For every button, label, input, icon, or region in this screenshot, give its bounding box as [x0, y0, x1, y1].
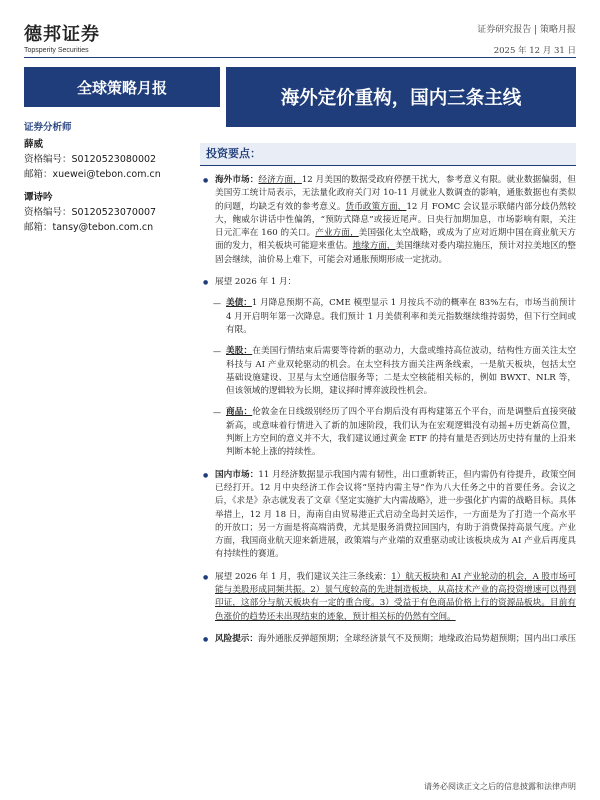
- us-treasury-paragraph: — 美债：1 月降息预期不高，CME 模型显示 1 月按兵不动的概率在 83%左右，市场当前预计 4 月开启明年第一次降息。我们预计 1 月美债利率和美元指数继续维持弱势，但下行空间或有限。: [200, 297, 576, 337]
- us-equity-paragraph: — 美股：在美国行情结束后需要等待新的驱动力，大盘或维持高位波动，结构性方面关注太空科技与 AI 产业双轮驱动的机会。在太空科技方面关注两条线索，一是航天板块，包括太空基础设施建设、卫星与太空通信服务等；二是太空核能相关标的，例如 BWXT、NLR 等，但该领域的逻辑较为长期，建议择时博弈波段性机会。: [200, 345, 576, 398]
- domestic-market-paragraph: ● 国内市场：11 月经济数据显示我国内需有韧性，出口重新转正，但内需仍有待提升，政策空间已经打开。12 月中央经济工作会议将“坚持内需主导”作为八大任务之中的首要任务。会议之后，《求是》杂志就发表了文章《坚定实施扩大内需战略》，进一步强化扩内需的战略目标。具体举措上，12 月 18 日，海南自由贸易港正式启动全岛封关运作，一方面是为了打造一个高水平的开放口；另一方面是将高端消费，尤其是服务消费拉回国内，有助于消费保持高景气度。产业方面，我国商业航天迎来新进展，政策端与产业端的双重驱动或让该板块成为 AI 产业后再度具有持续性的赛道。: [200, 469, 576, 562]
- header-divider: [24, 57, 576, 58]
- disclaimer-footer: 请务必阅读正文之后的信息披露和法律声明: [424, 782, 576, 791]
- risk-warning: ● 风险提示：海外通胀反弹超预期；全球经济景气不及预期；地缘政治局势超预期；国内出口承压: [200, 633, 576, 646]
- report-series-band: 全球策略月报: [24, 67, 220, 107]
- overseas-market-paragraph: ● 海外市场：经济方面，12 月美国的数据受政府停摆干扰大，参考意义有限。就业数据偏弱，但美国劳工统计局表示，无法量化政府关门对 10-11 月就业人数调查的影响，通胀数据也有类似的问题，均缺乏有效的参考意义。货币政策方面，12 月 FOMC 会议显示联储内部分歧仍然较大，鲍威尔讲话中性偏鸽，“预防式降息”或接近尾声。日央行加期加息，市场影响有限，关注日元汇率在 160 的关口。产业方面，美国强化太空战略，或成为了应对近期中国在商业航天方面的发力，相关板块可能迎来重估。地缘方面，美国继续对委内瑞拉施压，预计对拉美地区的整固会继续，油价易上难下，可能会对通胀预期形成一定扰动。: [200, 174, 576, 267]
- analyst-name: 谭诗吟: [24, 192, 53, 203]
- analyst-panel: [24, 120, 214, 235]
- analyst-email[interactable]: 邮箱：xuewei@tebon.com.cn: [24, 169, 161, 180]
- logo-en: Topsperity Securities: [24, 47, 89, 54]
- logo-cn: 德邦证券: [24, 24, 100, 45]
- commodities-paragraph: — 商品：伦敦金在日线级别经历了四个平台期后没有再构建第五个平台，而是调整后直接突破新高，或意味着行情进入了新的加速阶段，我们认为在宏观逻辑没有动摇+历史新高位置，判断上方空间的意义并不大，我们建议通过黄金 ETF 的持有量是否到达历史持有量的上沿来判断本轮上涨的持续性。: [200, 406, 576, 459]
- report-title: 海外定价重构，国内三条主线: [226, 67, 576, 127]
- analyst-name: 薛威: [24, 139, 44, 150]
- analyst-cert: 资格编号：S0120523080002: [24, 154, 157, 165]
- key-points-section: [200, 143, 576, 646]
- analyst-cert: 资格编号：S0120523070007: [24, 207, 157, 218]
- domestic-outlook-paragraph: ● 展望 2026 年 1 月，我们建议关注三条线索：1）航天板块和 AI 产业轮动的机会，A 股市场可能与美股形成同频共振。2）景气度较高的先进制造板块，从高技术产业的高投资增速可以得到印证，这部分与航天板块有一定的重合度。3）受益于有色商品价格上行的资源品板块。目前有色涨价的趋势还未出现结束的迹象，预计相关标的仍然有空间。: [200, 571, 576, 624]
- report-type: 证券研究报告 | 策略月报: [477, 25, 576, 35]
- company-logo: [24, 20, 100, 54]
- report-date: 2025 年 12 月 31 日: [493, 46, 576, 56]
- analyst-label: 证券分析师: [24, 122, 72, 133]
- outlook-heading: ● 展望 2026 年 1 月：: [200, 276, 576, 289]
- report-meta: [477, 22, 576, 56]
- key-points-heading: 投资要点：: [200, 143, 576, 166]
- analyst-email[interactable]: 邮箱：tansy@tebon.com.cn: [24, 222, 154, 233]
